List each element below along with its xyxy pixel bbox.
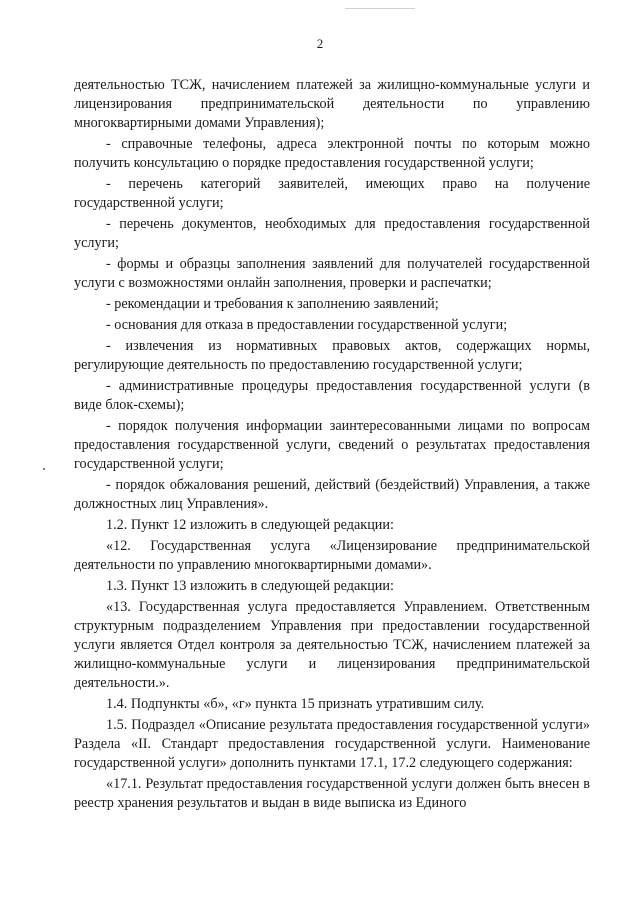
page-number: 2 <box>316 36 324 51</box>
paragraph: 1.2. Пункт 12 изложить в следующей редакции: <box>106 517 394 533</box>
paragraph: 1.5. Подраздел «Описание результата предоставления государственной услуги» Раздела «II. Стандарт предоставления государственной услуги. Наименование государственной услуги» дополнить пунктами 17.1, 17.2 следующего содержания: <box>74 717 590 771</box>
paragraph: - извлечения из нормативных правовых актов, содержащих нормы, регулирующие деятельность по предоставлению государственной услуги; <box>74 338 590 373</box>
paragraph: - перечень документов, необходимых для предоставления государственной услуги; <box>74 216 590 251</box>
paragraph: - рекомендации и требования к заполнению заявлений; <box>106 296 439 312</box>
paragraph: - формы и образцы заполнения заявлений для получателей государственной услуги с возможностями онлайн заполнения, проверки и распечатки; <box>74 256 590 291</box>
paragraph: 1.3. Пункт 13 изложить в следующей редакции: <box>106 578 394 594</box>
paragraph: 1.4. Подпункты «б», «г» пункта 15 признать утратившим силу. <box>106 696 485 712</box>
paragraph: «13. Государственная услуга предоставляется Управлением. Ответственным структурным подразделением Управления при предоставлении государственной услуги является Отдел контроля за деятельностью ТСЖ, начислением платежей за жилищно-коммунальные услуги и лицензирования предпринимательской деятельности.». <box>74 599 590 691</box>
paragraph: «12. Государственная услуга «Лицензирование предпринимательской деятельности по управлению многоквартирными домами». <box>74 538 590 573</box>
paragraph: - порядок получения информации заинтересованными лицами по вопросам предоставления государственной услуги, сведений о результатах предоставления государственной услуги; <box>74 418 590 472</box>
scan-dot <box>43 468 45 470</box>
paragraph: - перечень категорий заявителей, имеющих право на получение государственной услуги; <box>74 176 590 211</box>
paragraph: «17.1. Результат предоставления государственной услуги должен быть внесен в реестр хранения результатов и выдан в виде выписка из Единого <box>74 776 590 811</box>
paragraph: - справочные телефоны, адреса электронной почты по которым можно получить консультацию о порядке предоставления государственной услуги; <box>74 136 590 171</box>
document-body <box>74 76 590 813</box>
paragraph: - административные процедуры предоставления государственной услуги (в виде блок-схемы); <box>74 378 590 413</box>
paragraph: - основания для отказа в предоставлении государственной услуги; <box>106 317 508 333</box>
paragraph: - порядок обжалования решений, действий (бездействий) Управления, а также должностных лиц Управления». <box>74 477 590 512</box>
paragraph: деятельностью ТСЖ, начислением платежей за жилищно-коммунальные услуги и лицензирования предпринимательской деятельности по управлению многоквартирными домами Управления); <box>74 77 590 131</box>
scan-artifact <box>345 8 415 9</box>
